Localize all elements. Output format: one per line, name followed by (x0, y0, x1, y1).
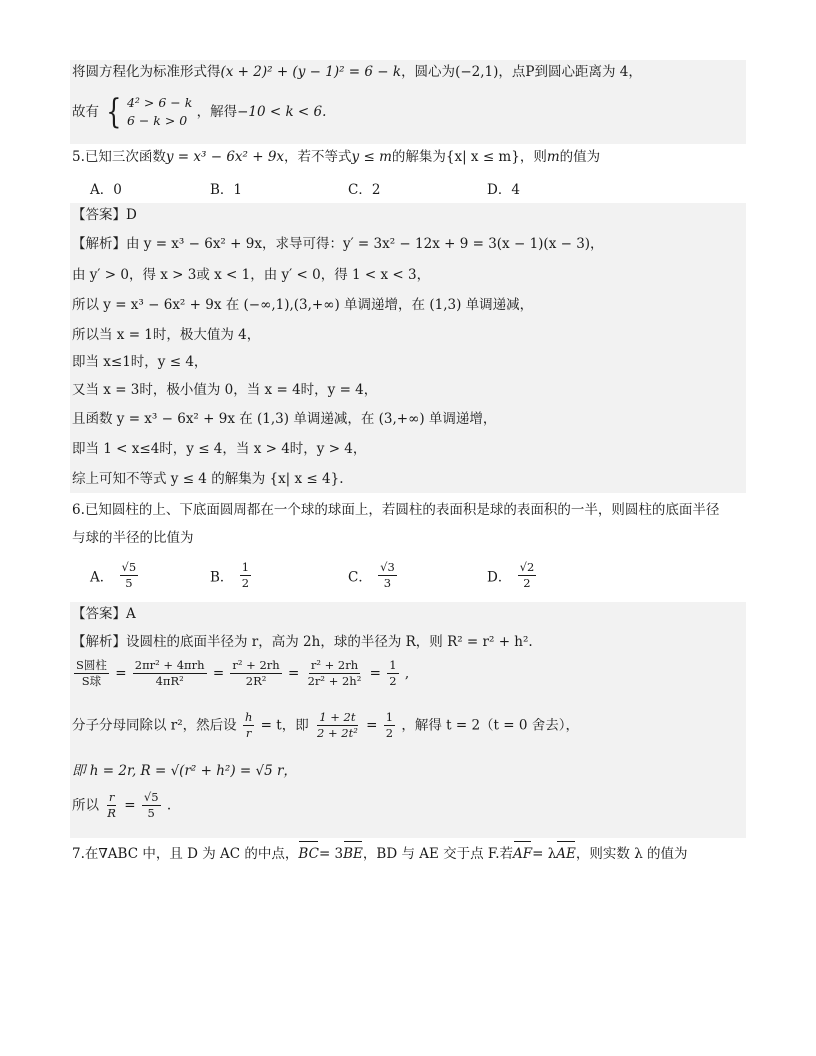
q5-option-a: A．0 (90, 182, 122, 198)
inequality-system: { 4² > 6 − k 6 − k > 0 (106, 92, 193, 132)
q7-stem: 7.在∇ABC 中，且 D 为 AC 的中点，BC= 3BE，BD 与 AE 交于点 F.若AF= λAE，则实数 λ 的值为 (72, 846, 688, 862)
q5-analysis-line-7: 且函数 y = x³ − 6x² + 9x 在 (1,3) 单调递减，在 (3,+∞) 单调递增， (72, 411, 497, 427)
q5-analysis-line-3: 所以 y = x³ − 6x² + 9x 在 (−∞,1),(3,+∞) 单调递增，在 (1,3) 单调递减， (72, 297, 534, 313)
q6-analysis-line-5: 所以 $\frac{r}{R}$ = $\frac{√5}{5}$ . (72, 790, 172, 820)
q6-option-c: C． $\frac{√3}{3}$ (348, 560, 395, 590)
q5-analysis-line-6: 又当 x = 3时，极小值为 0，当 x = 4时，y = 4， (72, 382, 378, 398)
q5-analysis-line-1: 【解析】由 y = x³ − 6x² + 9x，求导可得：y′ = 3x² − 12x + 9 = 3(x − 1)(x − 3)， (72, 236, 604, 252)
q5-stem: 5.已知三次函数y = x³ − 6x² + 9x，若不等式y ≤ m的解集为{x| x ≤ m}，则m的值为 (72, 149, 601, 165)
q5-analysis-line-4: 所以当 x = 1时，极大值为 4， (72, 327, 261, 343)
q5-option-b: B．1 (210, 182, 243, 198)
q6-analysis-line-1: 【解析】设圆柱的底面半径为 r，高为 2h，球的半径为 R，则 R² = r² + h². (72, 634, 533, 650)
q5-analysis-line-9: 综上可知不等式 y ≤ 4 的解集为 {x| x ≤ 4}. (72, 471, 344, 487)
q5-options (90, 178, 690, 198)
prev-solution-line-1: 将圆方程化为标准形式得(x + 2)² + (y − 1)² = 6 − k，圆心为(−2,1)，点P到圆心距离为 4， (72, 64, 642, 80)
q6-stem-line-1: 6.已知圆柱的上、下底面圆周都在一个球的球面上，若圆柱的表面积是球的表面积的一半，则圆柱的底面半径 (72, 502, 720, 518)
q5-analysis-line-5: 即当 x≤1时，y ≤ 4， (72, 354, 208, 370)
q6-analysis-line-3: 分子分母同除以 r²，然后设 $\frac{h}{r}$ = t，即 $\frac{1 + 2t}{\text{2 + 2t²}}$ = $\frac{1}{2}$ ，解得 t = 2（t = 0 舍去）， (72, 710, 579, 740)
q6-analysis-line-2: $\frac{\text{S圆柱}}{\text{S球}}$ = $\frac{\text{2πr² + 4πrh}}{\text{4πR²}}$ = $\frac{\text{r² + 2rh}}{\text{2R²}}$ = $\frac{\text{r² + 2rh}}{\text{2r² + 2h²}}$ = $\frac{1}{2}$ , (76, 658, 410, 688)
q6-stem-line-2: 与球的半径的比值为 (72, 530, 194, 546)
q6-option-a: A． $\frac{√5}{5}$ (90, 560, 137, 590)
q5-analysis-line-2: 由 y′ > 0，得 x > 3或 x < 1，由 y′ < 0，得 1 < x < 3， (72, 267, 431, 283)
q5-answer: 【答案】D (72, 207, 137, 223)
prev-solution-line-2: 故有 { 4² > 6 − k 6 − k > 0 ，解得−10 < k < 6. (72, 92, 327, 132)
q5-option-d: D．4 (487, 182, 520, 198)
q6-answer: 【答案】A (72, 606, 136, 622)
q6-option-d: D． $\frac{√2}{2}$ (487, 560, 535, 590)
q6-analysis-line-4: 即 h = 2r, R = √(r² + h²) = √5 r， (72, 763, 297, 779)
q6-option-b: B． $\frac{1}{2}$ (210, 560, 250, 590)
q5-option-c: C．2 (348, 182, 381, 198)
q5-analysis-line-8: 即当 1 < x≤4时，y ≤ 4，当 x > 4时，y > 4， (72, 441, 367, 457)
q6-options (90, 556, 690, 596)
